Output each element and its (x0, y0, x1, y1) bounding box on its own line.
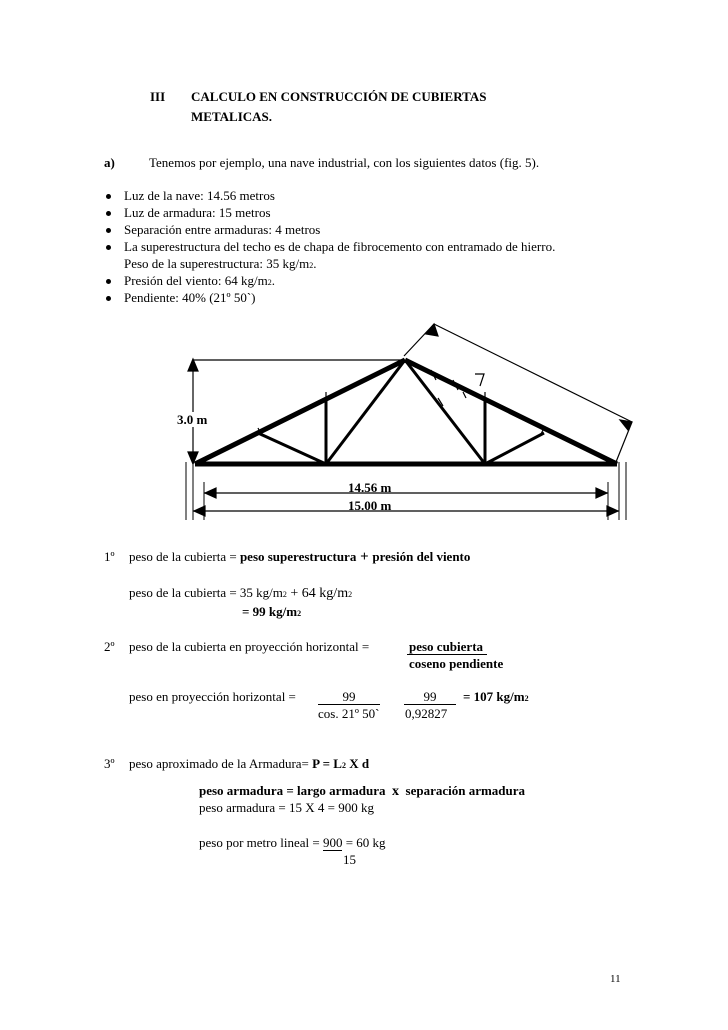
step-2-numerator: peso cubierta (407, 639, 487, 655)
step-3-formula: peso aproximado de la Armadura= P = L2 X d (129, 756, 370, 771)
step-2-number: 2º (104, 639, 115, 654)
step-2-result: = 107 kg/m2 (463, 689, 529, 704)
step-3-per-meter: peso por metro lineal = 900 = 60 kg (199, 835, 386, 850)
step-1-number: 1º (104, 549, 115, 564)
page-number: 11 (610, 973, 621, 985)
intro-label: a) (104, 155, 115, 170)
step-1-formula: peso de la cubierta = peso superestructura + presión del viento (129, 549, 471, 565)
height-label: 3.0 m (177, 412, 208, 427)
span-label-14-56: 14.56 m (348, 480, 392, 495)
span-dimension-15-00 (193, 506, 619, 516)
step-1-result: = 99 kg/m2 (242, 604, 302, 619)
step-3-number: 3º (104, 756, 115, 771)
step-3-calc: peso armadura = 15 X 4 = 900 kg (199, 800, 374, 815)
step-3-per-meter-denominator: 15 (343, 852, 356, 867)
step-1-calc: peso de la cubierta = 35 kg/m2 + 64 kg/m2 (129, 585, 353, 601)
span-dimension-14-56 (204, 488, 608, 498)
fraction-1-denominator: cos. 21º 50` (318, 706, 380, 721)
fraction-1-numerator: 99 (318, 689, 380, 705)
section-number: III (150, 89, 166, 104)
list-item: Separación entre armaduras: 4 metros (124, 222, 321, 237)
truss-top-chord-right (405, 360, 617, 464)
list-item: La superestructura del techo es de chapa de fibrocemento con entramado de hierro. (124, 239, 556, 254)
span-label-15-00: 15.00 m (348, 498, 392, 513)
intro-text: Tenemos por ejemplo, una nave industrial, con los siguientes datos (fig. 5). (149, 155, 540, 170)
list-item: Luz de armadura: 15 metros (124, 205, 271, 220)
step-2-denominator: coseno pendiente (409, 656, 504, 671)
list-item-continuation: Peso de la superestructura: 35 kg/m2. (124, 256, 317, 271)
fraction-2-numerator: 99 (404, 689, 456, 705)
step-3-definition: peso armadura = largo armadura x separación armadura (199, 783, 526, 799)
list-item: Presión del viento: 64 kg/m2. (124, 273, 275, 288)
fraction-2-denominator: 0,92827 (405, 706, 448, 721)
list-item: Pendiente: 40% (21º 50`) (124, 290, 256, 305)
section-title-line-1: CALCULO EN CONSTRUCCIÓN DE CUBIERTAS (191, 89, 487, 104)
list-item: Luz de la nave: 14.56 metros (124, 188, 275, 203)
section-title-line-2: METALICAS. (191, 109, 273, 124)
slope-dimension (404, 324, 632, 462)
truss-top-chord-left (195, 360, 405, 464)
step-2-formula-lhs: peso de la cubierta en proyección horizontal = (129, 639, 370, 654)
step-2-calc-label: peso en proyección horizontal = (129, 689, 296, 704)
